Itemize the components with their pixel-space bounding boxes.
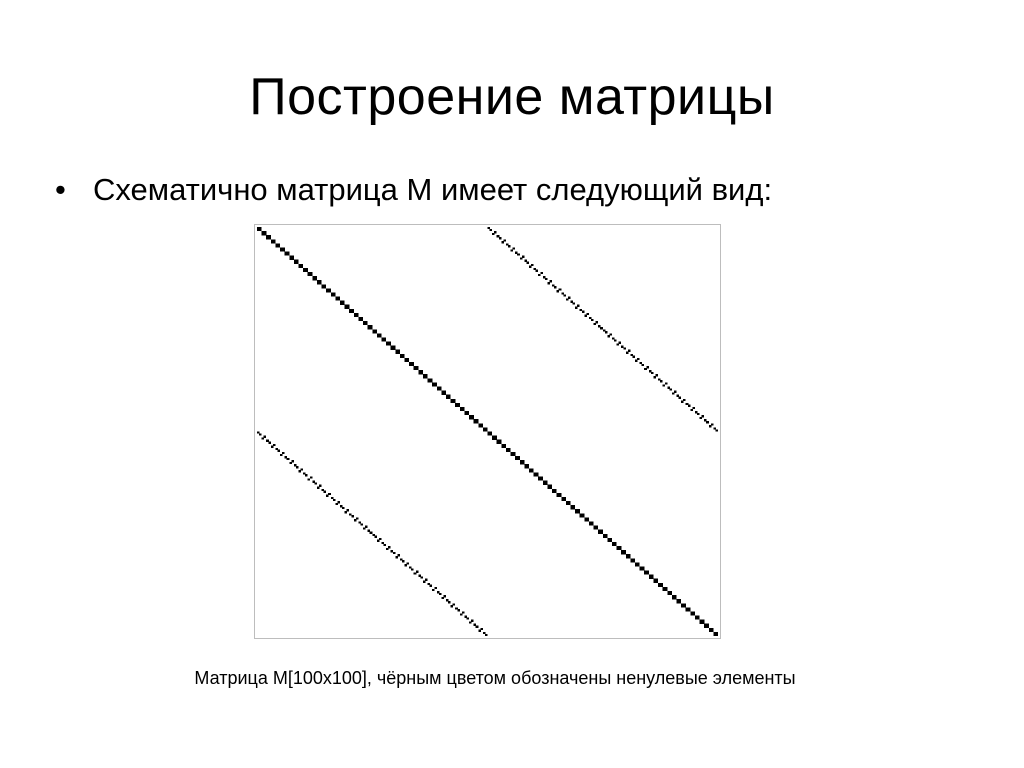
nonzero-element [384, 544, 387, 546]
nonzero-element [626, 554, 631, 558]
nonzero-element [695, 616, 700, 620]
nonzero-element [275, 243, 280, 247]
nonzero-element [566, 501, 571, 505]
nonzero-element [669, 388, 672, 390]
nonzero-element [607, 538, 612, 542]
nonzero-element [326, 288, 331, 292]
nonzero-element [667, 591, 672, 595]
nonzero-element [298, 264, 303, 268]
nonzero-element [386, 342, 391, 346]
nonzero-element [308, 272, 313, 276]
nonzero-element [640, 566, 645, 570]
nonzero-element [494, 231, 497, 233]
nonzero-element [400, 354, 405, 358]
nonzero-element [428, 378, 433, 382]
nonzero-element [460, 407, 465, 411]
nonzero-element [540, 272, 543, 274]
nonzero-element [294, 260, 299, 264]
nonzero-element [324, 491, 327, 493]
nonzero-element [285, 252, 290, 256]
nonzero-element [356, 517, 359, 519]
nonzero-element [665, 382, 668, 384]
nonzero-element [709, 628, 714, 632]
nonzero-element [407, 562, 410, 564]
nonzero-element [683, 399, 686, 401]
nonzero-element [420, 576, 423, 578]
nonzero-element [391, 346, 396, 350]
nonzero-element [467, 617, 470, 619]
nonzero-element [446, 395, 451, 399]
nonzero-element [660, 380, 663, 382]
nonzero-element [381, 337, 386, 341]
nonzero-element [469, 415, 474, 419]
nonzero-element [674, 391, 677, 393]
nonzero-element [550, 280, 553, 282]
nonzero-element [464, 411, 469, 415]
nonzero-element [623, 347, 626, 349]
nonzero-element [637, 358, 640, 360]
nonzero-element [492, 436, 497, 440]
nonzero-element [478, 423, 483, 427]
figure-caption: Матрица M[100x100], чёрным цветом обозначены ненулевые элементы [194, 668, 796, 688]
nonzero-element [568, 297, 571, 299]
nonzero-element [273, 444, 276, 446]
nonzero-element [649, 575, 654, 579]
nonzero-element [681, 603, 686, 607]
nonzero-element [596, 321, 599, 323]
nonzero-element [612, 542, 617, 546]
nonzero-element [322, 284, 327, 288]
nonzero-element [501, 444, 506, 448]
nonzero-element [584, 517, 589, 521]
nonzero-element [395, 350, 400, 354]
nonzero-element [441, 391, 446, 395]
nonzero-element [577, 305, 580, 307]
nonzero-element [545, 278, 548, 280]
nonzero-element [379, 538, 382, 540]
nonzero-element [485, 634, 488, 636]
nonzero-element [453, 603, 456, 605]
nonzero-element [351, 515, 354, 517]
nonzero-element [264, 436, 267, 438]
nonzero-element [314, 482, 317, 484]
nonzero-element [393, 552, 396, 554]
nonzero-element [432, 382, 437, 386]
nonzero-element [349, 309, 354, 313]
nonzero-element [328, 493, 331, 495]
nonzero-element [644, 571, 649, 575]
nonzero-element [312, 276, 317, 280]
nonzero-element [483, 427, 488, 431]
nonzero-element [632, 356, 635, 358]
nonzero-element [598, 530, 603, 534]
nonzero-element [411, 568, 414, 570]
nonzero-element [331, 292, 336, 296]
nonzero-element [303, 268, 308, 272]
nonzero-element [354, 313, 359, 317]
nonzero-element [342, 507, 345, 509]
nonzero-element [617, 546, 622, 550]
nonzero-element [503, 239, 506, 241]
nonzero-element [656, 374, 659, 376]
nonzero-element [418, 370, 423, 374]
nonzero-element [561, 497, 566, 501]
nonzero-element [474, 419, 479, 423]
nonzero-element [457, 609, 460, 611]
nonzero-element [439, 593, 442, 595]
nonzero-element [614, 339, 617, 341]
nonzero-element [635, 562, 640, 566]
bullet-icon: • [55, 172, 66, 207]
nonzero-element [534, 472, 539, 476]
nonzero-element [557, 493, 562, 497]
nonzero-element [603, 534, 608, 538]
nonzero-element [291, 460, 294, 462]
nonzero-element [508, 245, 511, 247]
nonzero-element [573, 302, 576, 304]
nonzero-element [289, 256, 294, 260]
nonzero-element [552, 489, 557, 493]
nonzero-element [609, 333, 612, 335]
nonzero-element [471, 620, 474, 622]
nonzero-element [594, 526, 599, 530]
nonzero-element [559, 288, 562, 290]
nonzero-element [605, 331, 608, 333]
nonzero-element [543, 481, 548, 485]
nonzero-element [402, 560, 405, 562]
nonzero-element [630, 558, 635, 562]
nonzero-element [476, 626, 479, 628]
nonzero-element [434, 587, 437, 589]
nonzero-element [522, 256, 525, 258]
nonzero-element [499, 237, 502, 239]
nonzero-element [425, 579, 428, 581]
nonzero-element [513, 247, 516, 249]
nonzero-element [360, 523, 363, 525]
nonzero-element [686, 607, 691, 611]
nonzero-element [663, 587, 668, 591]
nonzero-element [646, 366, 649, 368]
nonzero-element [677, 599, 682, 603]
nonzero-element [365, 526, 368, 528]
nonzero-element [488, 432, 493, 436]
nonzero-element [490, 229, 493, 231]
nonzero-element [372, 329, 377, 333]
nonzero-element [621, 550, 626, 554]
nonzero-element [333, 499, 336, 501]
nonzero-element [268, 442, 271, 444]
nonzero-element [651, 372, 654, 374]
nonzero-element [524, 464, 529, 468]
nonzero-element [430, 585, 433, 587]
nonzero-element [337, 501, 340, 503]
nonzero-element [515, 456, 520, 460]
nonzero-element [628, 350, 631, 352]
nonzero-element [448, 601, 451, 603]
nonzero-element [575, 509, 580, 513]
nonzero-element [591, 319, 594, 321]
nonzero-element [310, 476, 313, 478]
nonzero-element [692, 407, 695, 409]
nonzero-element [642, 364, 645, 366]
nonzero-element [702, 415, 705, 417]
nonzero-element [713, 632, 718, 636]
nonzero-element [287, 458, 290, 460]
matrix-sparsity-pattern [257, 227, 718, 636]
nonzero-element [536, 270, 539, 272]
nonzero-element [690, 611, 695, 615]
nonzero-element [700, 620, 705, 624]
nonzero-element [280, 247, 285, 251]
nonzero-element [437, 387, 442, 391]
nonzero-element [259, 433, 262, 435]
nonzero-element [526, 262, 529, 264]
nonzero-element [715, 429, 718, 431]
nonzero-element [409, 362, 414, 366]
nonzero-element [653, 579, 658, 583]
nonzero-element [497, 440, 502, 444]
nonzero-element [658, 583, 663, 587]
nonzero-element [554, 286, 557, 288]
nonzero-element [506, 448, 511, 452]
nonzero-element [679, 397, 682, 399]
nonzero-element [697, 413, 700, 415]
nonzero-element [388, 546, 391, 548]
nonzero-element [301, 468, 304, 470]
nonzero-element [423, 374, 428, 378]
nonzero-element [266, 235, 271, 239]
nonzero-element [517, 253, 520, 255]
nonzero-element [462, 611, 465, 613]
nonzero-element [305, 474, 308, 476]
nonzero-element [319, 485, 322, 487]
slide-title: Построение матрицы [249, 68, 775, 126]
bullet-item [55, 168, 772, 212]
nonzero-element [416, 571, 419, 573]
nonzero-element [257, 227, 262, 231]
nonzero-element [600, 327, 603, 329]
nonzero-element [374, 536, 377, 538]
nonzero-element [262, 231, 267, 235]
nonzero-element [347, 509, 350, 511]
nonzero-element [377, 333, 382, 337]
nonzero-element [317, 280, 322, 284]
nonzero-element [619, 342, 622, 344]
nonzero-element [580, 513, 585, 517]
nonzero-element [451, 399, 456, 403]
nonzero-element [271, 239, 276, 243]
nonzero-element [414, 366, 419, 370]
nonzero-element [563, 294, 566, 296]
nonzero-element [586, 313, 589, 315]
nonzero-element [405, 358, 410, 362]
nonzero-element [443, 595, 446, 597]
nonzero-element [370, 532, 373, 534]
nonzero-element [345, 305, 350, 309]
nonzero-element [335, 297, 340, 301]
nonzero-element [582, 311, 585, 313]
bullet-text: Схематично матрица M имеет следующий вид: [93, 172, 773, 207]
nonzero-element [511, 452, 516, 456]
nonzero-element [520, 460, 525, 464]
nonzero-element [706, 421, 709, 423]
nonzero-element [282, 452, 285, 454]
nonzero-element [688, 405, 691, 407]
nonzero-element [368, 325, 373, 329]
nonzero-element [480, 628, 483, 630]
nonzero-element [704, 624, 709, 628]
nonzero-element [711, 423, 714, 425]
nonzero-element [547, 485, 552, 489]
nonzero-element [570, 505, 575, 509]
nonzero-element [358, 317, 363, 321]
nonzero-element [529, 468, 534, 472]
matrix-figure [254, 224, 721, 639]
nonzero-element [672, 595, 677, 599]
nonzero-element [296, 466, 299, 468]
nonzero-element [363, 321, 368, 325]
nonzero-element [340, 301, 345, 305]
nonzero-element [397, 554, 400, 556]
nonzero-element [455, 403, 460, 407]
nonzero-element [538, 476, 543, 480]
nonzero-element [278, 450, 281, 452]
nonzero-element [589, 521, 594, 525]
nonzero-element [531, 264, 534, 266]
